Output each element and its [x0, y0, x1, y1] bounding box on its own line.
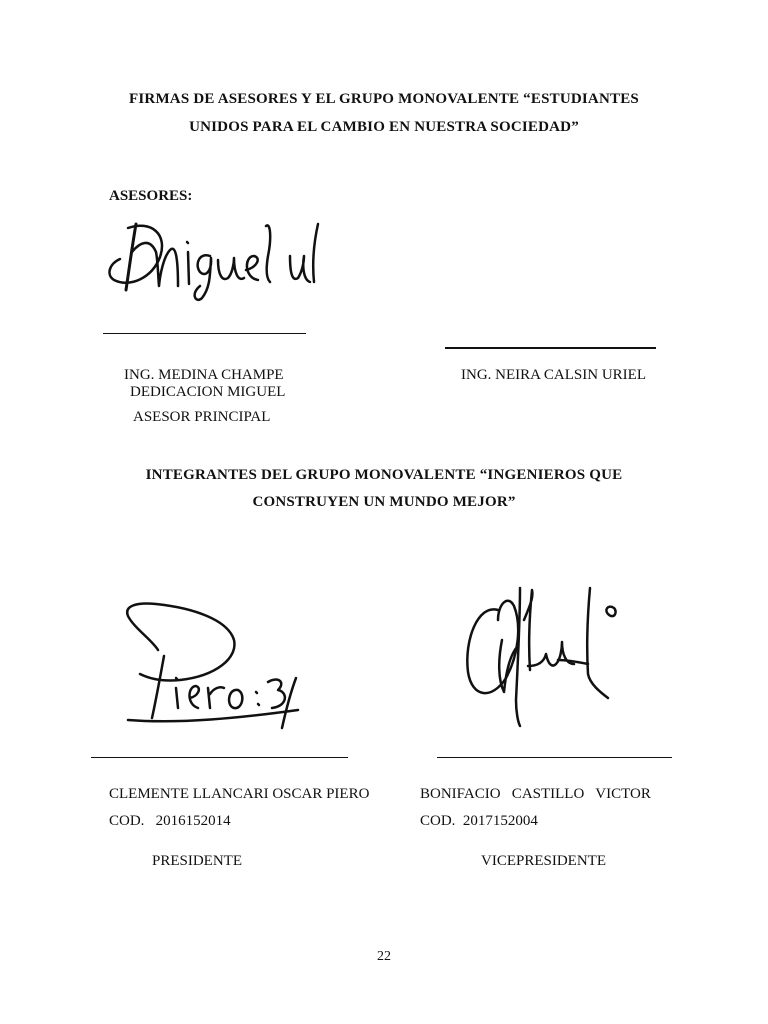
page-title-line1: FIRMAS DE ASESORES Y EL GRUPO MONOVALENTE “ESTUDIANTES: [129, 91, 639, 107]
advisor-left-name-line1: ING. MEDINA CHAMPE: [124, 367, 284, 383]
signature-line-advisor-left: [103, 333, 306, 334]
signature-line-member-right: [437, 757, 672, 758]
member-1-name: CLEMENTE LLANCARI OSCAR PIERO: [109, 786, 370, 802]
member-signature-piero: [120, 598, 310, 732]
member-2-name: BONIFACIO CASTILLO VICTOR: [420, 786, 651, 802]
page-number: 22: [377, 949, 391, 964]
member-1-role: PRESIDENTE: [152, 853, 242, 869]
signature-line-advisor-right: [445, 347, 656, 349]
advisor-right-name: ING. NEIRA CALSIN URIEL: [461, 367, 646, 383]
advisor-left-name-line2: DEDICACION MIGUEL: [130, 384, 286, 400]
member-2-role: VICEPRESIDENTE: [481, 853, 606, 869]
advisors-label: ASESORES:: [109, 188, 193, 204]
group-heading-line1: INTEGRANTES DEL GRUPO MONOVALENTE “INGENIEROS QUE: [145, 467, 623, 483]
member-1-code: COD. 2016152014: [109, 813, 231, 829]
member-signature-victor: [458, 580, 638, 730]
page-title-line2: UNIDOS PARA EL CAMBIO EN NUESTRA SOCIEDAD”: [189, 119, 579, 135]
signature-line-member-left: [91, 757, 348, 758]
advisor-left-role: ASESOR PRINCIPAL: [133, 409, 271, 425]
member-2-code: COD. 2017152004: [420, 813, 538, 829]
advisor-signature-miguel: [106, 212, 328, 302]
group-heading-line2: CONSTRUYEN UN MUNDO MEJOR”: [252, 494, 516, 510]
